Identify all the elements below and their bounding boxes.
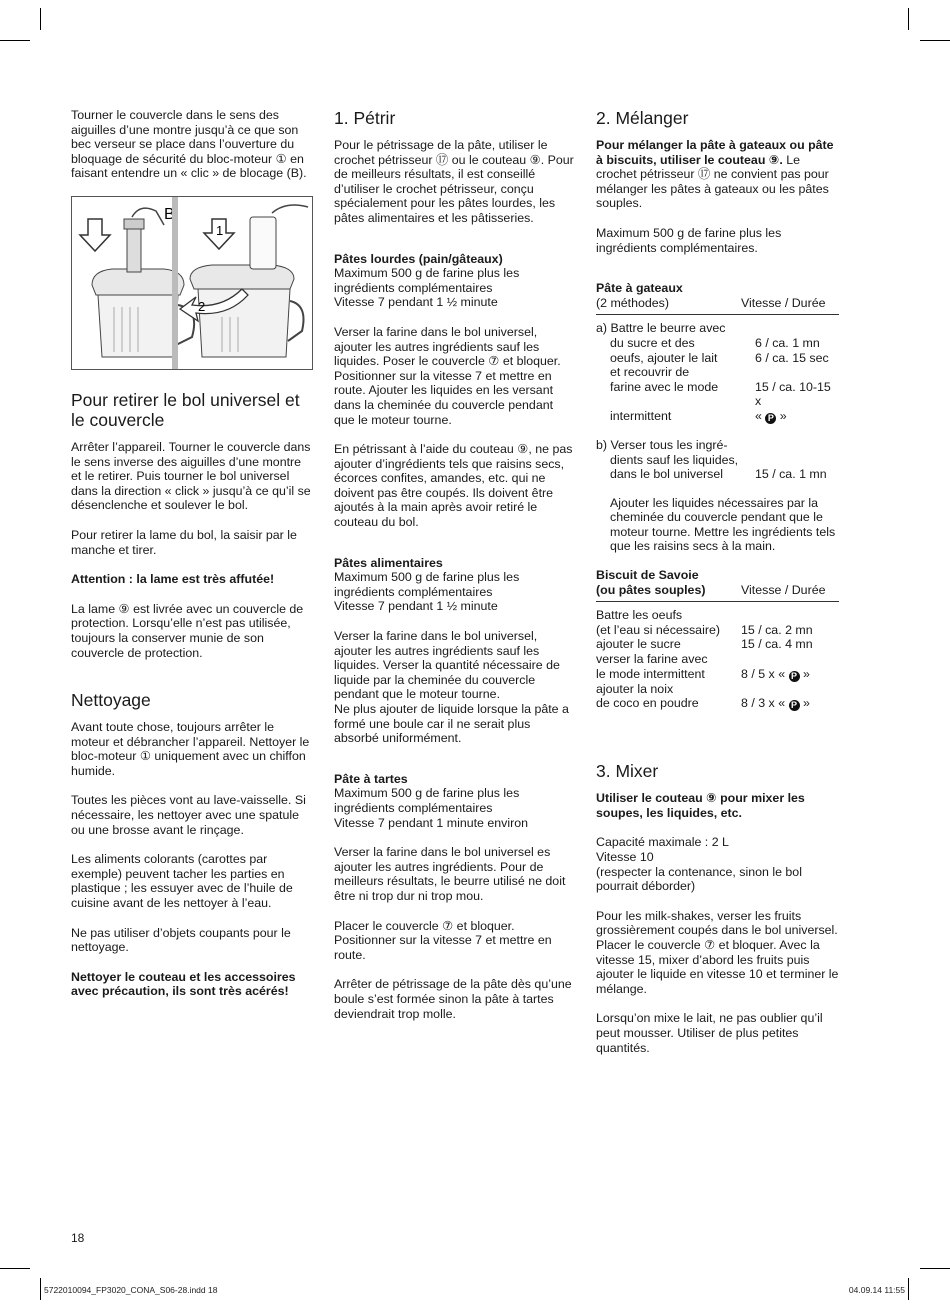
- table-cell: du sucre et des: [610, 335, 695, 350]
- crop-mark: [908, 8, 909, 30]
- tartes-vitesse: Vitesse 7 pendant 1 minute environ: [334, 815, 529, 830]
- table-cell: 6 / ca. 15 sec: [755, 350, 829, 365]
- paragraph-lame: La lame ⑨ est livrée avec un couvercle de protection. Lorsqu’elle n’est pas utilisée, toujours la conserver munie de son couvercle de protection.: [71, 601, 304, 660]
- biscuit-col-header: Vitesse / Durée: [741, 582, 826, 597]
- paragraph-nettoyage-3: Les aliments colorants (carottes par exemple) peuvent tacher les parties en plastique ; les essuyer avec de l’huile de cuisine avant de les nettoyer à l’eau.: [71, 852, 293, 911]
- section-pates-alimentaires: [334, 556, 577, 614]
- paragraph-alim-1: Verser la farine dans le bol universel, ajouter les autres ingrédients sauf les liquides. Verser la quantité nécessaire de liquide par la cheminée du couvercle pendant que le moteur tourne.: [334, 629, 560, 702]
- table-cell: (et l’eau si nécessaire): [596, 622, 720, 637]
- gateau-note: Ajouter les liquides nécessaires par la cheminée du couvercle pendant que le moteur tourne. Mettre les ingrédients tels que les raisins secs à la main.: [610, 495, 836, 554]
- page-number: 18: [71, 1231, 85, 1245]
- lourdes-vitesse: Vitesse 7 pendant 1 ½ minute: [334, 295, 498, 310]
- table-cell: oeufs, ajouter le lait: [610, 350, 718, 365]
- melanger-text: Le crochet pétrisseur ⑰ ne convient pas pour mélanger les pâtes à gateaux ou les pâtes souples.: [596, 152, 829, 211]
- section-pates-lourdes: [334, 252, 577, 310]
- heading-melanger: 2. Mélanger: [596, 108, 689, 128]
- paragraph-nettoyage-1: Avant toute chose, toujours arrêter le moteur et débrancher l’appareil. Nettoyer le bloc-moteur ① uniquement avec un chiffon humide.: [71, 720, 310, 778]
- table-cell-text: »: [799, 696, 810, 711]
- footer-date: 04.09.14 11:55: [848, 1285, 905, 1295]
- table-cell: dans le bol universel: [610, 467, 723, 482]
- alim-max: Maximum 500 g de farine plus les ingrédients complémentaires: [334, 570, 520, 599]
- paragraph-retirer-2: Pour retirer la lame du bol, la saisir par le manche et tirer.: [71, 527, 297, 557]
- column-middle: [334, 108, 577, 1036]
- paragraph-tartes-1: Verser la farine dans le bol universel es ajouter les autres ingrédients. Pour de meilleurs résultats, le beurre utilisé ne doit être ni trop dur ni trop mou.: [334, 845, 566, 903]
- pulse-icon: P: [789, 671, 800, 682]
- crop-mark: [40, 8, 41, 30]
- table-cell: 6 / ca. 1 mn: [755, 335, 820, 350]
- intro-paragraph: Tourner le couvercle dans le sens des aiguilles d’une montre jusqu’à ce que son bec verseur se place dans l’ouverture du bloquage de sécurité du bloc-moteur ① en faisant entendre un « clic » de blocage (B).: [71, 108, 307, 181]
- table-header: [596, 568, 839, 602]
- label-2: 2: [198, 298, 206, 314]
- table-cell: le mode intermittent: [596, 666, 705, 681]
- heading-pate-tartes: Pâte à tartes: [334, 771, 408, 786]
- crop-mark: [0, 1268, 30, 1269]
- table-cell: 15 / ca. 10-15 x: [755, 379, 831, 409]
- melanger-max: Maximum 500 g de farine plus les ingrédients complémentaires.: [596, 225, 782, 255]
- table-cell-text: 8 / 3 x «: [741, 696, 789, 711]
- paragraph-melanger: [596, 138, 839, 211]
- heading-mixer: 3. Mixer: [596, 761, 659, 782]
- mixer-speed: Vitesse 10: [596, 850, 654, 864]
- table-cell: intermittent: [610, 408, 672, 423]
- table-cell: verser la farine avec: [596, 652, 708, 667]
- table-cell: [741, 667, 839, 682]
- gateau-title: Pâte à gateaux: [596, 281, 683, 296]
- table-cell: Battre les oeufs: [596, 608, 683, 623]
- table-cell-text: 8 / 5 x «: [741, 666, 789, 681]
- heading-nettoyage: Nettoyage: [71, 690, 151, 711]
- table-cell: 15 / ca. 4 mn: [741, 637, 813, 652]
- table-cell: a) Battre le beurre avec: [596, 321, 726, 336]
- paragraph-mixer-bold: Utiliser le couteau ⑨ pour mixer les soupes, les liquides, etc.: [596, 791, 805, 820]
- paragraph-tartes-2: Placer le couvercle ⑦ et bloquer. Positionner sur la vitesse 7 et mettre en route.: [334, 918, 552, 962]
- biscuit-subtitle: (ou pâtes souples): [596, 582, 706, 597]
- paragraph-lourdes-1: Verser la farine dans le bol universel, ajouter les autres ingrédients sauf les liquides. Poser le couvercle ⑦ et bloquer. Positionner sur la vitesse 7 et mettre en route. Ajouter les liquides en les versant dans la cheminée du couvercle pendant que le moteur tourne.: [334, 324, 561, 427]
- gateau-col-header: Vitesse / Durée: [741, 295, 826, 310]
- lourdes-max: Maximum 500 g de farine plus les ingrédients complémentaires: [334, 266, 520, 295]
- label-1: 1: [216, 222, 224, 238]
- bowl-lid-diagram: [72, 197, 312, 369]
- column-left: [71, 108, 311, 1014]
- heading-pates-lourdes: Pâtes lourdes (pain/gâteaux): [334, 251, 503, 266]
- table-cell-text: «: [755, 408, 766, 423]
- table-cell-text: »: [776, 408, 787, 423]
- paragraph-retirer-1: Arrêter l’appareil. Tourner le couvercle dans le sens inverse des aiguilles d’une montre et le retirer. Puis tourner le bol universel dans la direction « click » jusqu’à ce qu’il se désenclenche et soulever le bol.: [71, 439, 311, 513]
- crop-mark: [920, 1268, 950, 1269]
- mixer-capacity: Capacité maximale : 2 L: [596, 835, 729, 850]
- paragraph-mixer-3: Lorsqu’on mixe le lait, ne pas oublier qu’il peut mousser. Utiliser de plus petites quantités.: [596, 1011, 823, 1055]
- heading-retirer: Pour retirer le bol universel et le couvercle: [71, 389, 300, 430]
- crop-mark: [908, 1278, 909, 1300]
- paragraph-petrir-intro: Pour le pétrissage de la pâte, utiliser le crochet pétrisseur ⑰ ou le couteau ⑨. Pour de meilleurs résultats, il est conseillé d’utiliser le crochet pétrisseur, conçu spécialement pour les pâtes lourdes, les pâtes alimentaires et les pâtisseries.: [334, 138, 574, 225]
- assembly-illustration: [71, 196, 313, 370]
- table-cell: farine avec le mode: [610, 379, 719, 394]
- table-biscuit-savoie: [596, 568, 839, 711]
- alim-vitesse: Vitesse 7 pendant 1 ½ minute: [334, 599, 498, 614]
- paragraph-lourdes-2: En pétrissant à l’aide du couteau ⑨, ne pas ajouter d’ingrédients tels que raisins secs, écorces confites, amandes, etc. qui ne doivent pas être coupés. Ils doivent être ajoutés à la main après avoir retiré le couteau du bol.: [334, 442, 573, 530]
- mixer-note: (respecter la contenance, sinon le bol pourrait déborder): [596, 864, 802, 894]
- table-cell-text: »: [799, 666, 810, 681]
- pulse-icon: P: [789, 700, 800, 711]
- paragraph-mixer-2: Pour les milk-shakes, verser les fruits grossièrement coupés dans le bol universel. Placer le couvercle ⑦ et bloquer. Avec la vitesse 15, mixer d’abord les fruits puis ajouter le liquide en vitesse 10 et terminer le mélange.: [596, 908, 839, 996]
- table-cell: [741, 696, 839, 711]
- column-right: [596, 108, 839, 1070]
- table-cell: b) Verser tous les ingré-: [596, 437, 728, 452]
- paragraph-nettoyage-4: Ne pas utiliser d’objets coupants pour le nettoyage.: [71, 925, 291, 955]
- paragraph-nettoyage-5: Nettoyer le couteau et les accessoires avec précaution, ils sont très acérés!: [71, 969, 296, 999]
- table-cell: dients sauf les liquides,: [610, 452, 739, 467]
- biscuit-title: Biscuit de Savoie: [596, 568, 699, 583]
- mixer-specs: [596, 835, 839, 893]
- pulse-icon: P: [765, 413, 776, 424]
- paragraph-alim-2: Ne plus ajouter de liquide lorsque la pâte a formé une boule car il ne serait plus absorbé uniformément.: [334, 702, 569, 746]
- table-header: [596, 281, 839, 315]
- melanger-bold: Pour mélanger la pâte à gateaux ou pâte à biscuits, utiliser le couteau ⑨.: [596, 138, 834, 167]
- table-cell: ajouter la noix: [596, 681, 674, 696]
- footer-file: 5722010094_FP3020_CONA_S06-28.indd 18: [44, 1285, 218, 1295]
- table-pate-gateaux: [596, 281, 839, 554]
- table-cell: 15 / ca. 2 mn: [741, 622, 813, 637]
- paragraph-tartes-3: Arrêter de pétrissage de la pâte dès qu’une boule s’est formée sinon la pâte à tartes deviendrait trop molle.: [334, 977, 572, 1021]
- table-cell: de coco en poudre: [596, 696, 699, 711]
- table-cell: et recouvrir de: [610, 365, 690, 380]
- attention-note: Attention : la lame est très affutée!: [71, 572, 275, 587]
- heading-petrir: 1. Pétrir: [334, 108, 396, 128]
- crop-mark: [920, 40, 950, 41]
- section-pate-tartes: [334, 772, 577, 830]
- paragraph-nettoyage-2: Toutes les pièces vont au lave-vaisselle. Si nécessaire, les nettoyer avec une spatule ou une brosse avant le rinçage.: [71, 793, 306, 837]
- table-cell: [755, 409, 839, 424]
- crop-mark: [0, 40, 30, 41]
- crop-mark: [40, 1278, 41, 1300]
- table-cell: 15 / ca. 1 mn: [755, 467, 827, 482]
- table-cell: ajouter le sucre: [596, 637, 681, 652]
- heading-pates-alimentaires: Pâtes alimentaires: [334, 555, 443, 570]
- gateau-methods: (2 méthodes): [596, 295, 670, 310]
- tartes-max: Maximum 500 g de farine plus les ingrédients complémentaires: [334, 786, 520, 815]
- label-b: B: [164, 205, 175, 223]
